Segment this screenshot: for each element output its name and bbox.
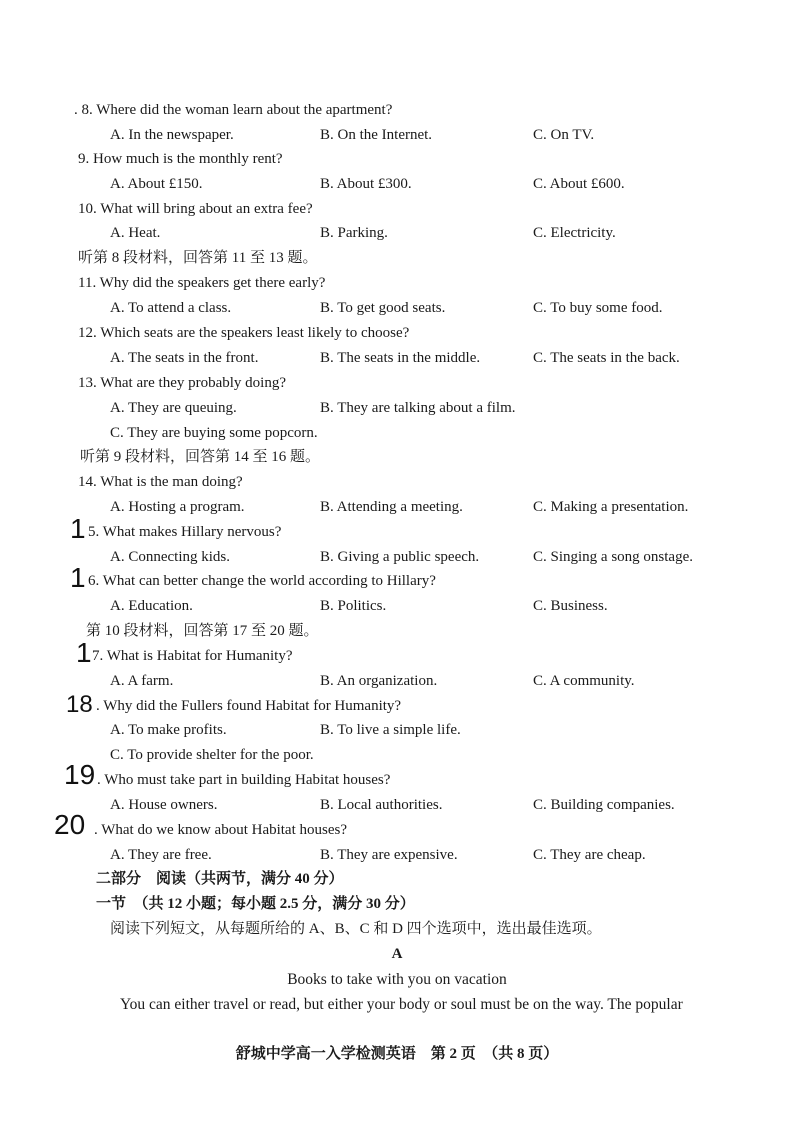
question-13 xyxy=(0,371,794,395)
option-a: A. To attend a class. xyxy=(110,300,232,316)
option-c: C. Building companies. xyxy=(533,797,675,813)
question-text: 7. What is Habitat for Humanity? xyxy=(92,648,293,664)
question-text: 10. What will bring about an extra fee? xyxy=(78,201,313,217)
question-text: 6. What can better change the world according to Hillary? xyxy=(88,573,436,589)
option-a: A. Connecting kids. xyxy=(110,549,230,565)
option-c: C. About £600. xyxy=(533,176,625,192)
question-15-options xyxy=(0,545,794,569)
question-text: 13. What are they probably doing? xyxy=(78,375,286,391)
option-a: A. Education. xyxy=(110,598,193,614)
option-c: C. On TV. xyxy=(533,127,595,143)
question-13-option-c-row xyxy=(0,421,794,445)
option-c: C. Singing a song onstage. xyxy=(533,549,693,565)
handwritten-number: 1 xyxy=(70,562,86,593)
question-text: . Who must take part in building Habitat houses? xyxy=(97,772,391,788)
option-a: A. They are free. xyxy=(110,847,212,863)
section-instruction: 听第 8 段材料，回答第 11 至 13 题。 xyxy=(78,250,318,266)
reading-instruction xyxy=(0,917,794,941)
question-text: 11. Why did the speakers get there early? xyxy=(78,275,326,291)
option-b: B. About £300. xyxy=(320,176,412,192)
section-instruction: 第 10 段材料，回答第 17 至 20 题。 xyxy=(86,623,319,639)
handwritten-number: 19 xyxy=(64,759,96,790)
option-b: B. To live a simple life. xyxy=(320,722,461,738)
option-b: B. They are expensive. xyxy=(320,847,458,863)
option-c: C. Making a presentation. xyxy=(533,499,689,515)
option-a: A. About £150. xyxy=(110,176,203,192)
question-16 xyxy=(0,562,794,593)
option-b: B. On the Internet. xyxy=(320,127,433,143)
question-text: 12. Which seats are the speakers least likely to choose? xyxy=(78,325,410,341)
option-c: C. A community. xyxy=(533,673,635,689)
listening-section-8 xyxy=(0,246,794,270)
option-c: C. To provide shelter for the poor. xyxy=(110,747,314,763)
handwritten-number: 1 xyxy=(70,513,86,544)
question-18-options xyxy=(0,718,794,742)
option-b: B. Attending a meeting. xyxy=(320,499,463,515)
question-17 xyxy=(0,637,794,668)
passage-title-text: Books to take with you on vacation xyxy=(287,971,507,988)
option-c: C. They are buying some popcorn. xyxy=(110,425,318,441)
passage-first-line: You can either travel or read, but either your body or soul must be on the way. The popular xyxy=(120,996,683,1013)
question-12 xyxy=(0,321,794,345)
option-a: A. They are queuing. xyxy=(110,400,237,416)
question-17-options xyxy=(0,669,794,693)
section-instruction: 听第 9 段材料，回答第 14 至 16 题。 xyxy=(80,449,321,465)
option-b: B. They are talking about a film. xyxy=(320,400,516,416)
question-9 xyxy=(0,147,794,171)
question-20 xyxy=(0,809,794,842)
question-11 xyxy=(0,271,794,295)
section-title: 一节 （共 12 小题；每小题 2.5 分，满分 30 分） xyxy=(96,896,415,912)
listening-section-9 xyxy=(0,445,794,469)
question-8-options xyxy=(0,123,794,147)
question-8 xyxy=(0,98,794,122)
option-a: A. The seats in the front. xyxy=(110,350,259,366)
option-c: C. To buy some food. xyxy=(533,300,663,316)
option-a: A. In the newspaper. xyxy=(110,127,234,143)
handwritten-number: 20 xyxy=(54,809,86,840)
option-b: B. The seats in the middle. xyxy=(320,350,481,366)
question-10-options xyxy=(0,221,794,245)
option-c: C. The seats in the back. xyxy=(533,350,680,366)
part-2-heading xyxy=(0,867,794,891)
passage-title xyxy=(0,968,794,992)
option-b: B. Local authorities. xyxy=(320,797,443,813)
option-a: A. Heat. xyxy=(110,225,161,241)
option-a: A. House owners. xyxy=(110,797,218,813)
handwritten-number: 18 xyxy=(66,691,93,718)
section-1-heading xyxy=(0,892,794,916)
option-b: B. To get good seats. xyxy=(320,300,446,316)
option-b: B. Parking. xyxy=(320,225,388,241)
part-title: 二部分 阅读（共两节，满分 40 分） xyxy=(96,871,344,887)
option-c: C. Electricity. xyxy=(533,225,616,241)
question-text: 14. What is the man doing? xyxy=(78,474,243,490)
option-b: B. Politics. xyxy=(320,598,387,614)
question-19 xyxy=(0,759,794,792)
instruction-text: 阅读下列短文，从每题所给的 A、B、C 和 D 四个选项中，选出最佳选项。 xyxy=(110,921,602,937)
question-text: . Why did the Fullers found Habitat for Humanity? xyxy=(96,698,402,714)
question-19-options xyxy=(0,793,794,817)
question-15 xyxy=(0,513,794,544)
option-a: A. To make profits. xyxy=(110,722,227,738)
question-14-options xyxy=(0,495,794,519)
passage-letter xyxy=(0,942,794,966)
question-18-option-c-row xyxy=(0,743,794,767)
question-text: 5. What makes Hillary nervous? xyxy=(88,524,282,540)
question-text: 9. How much is the monthly rent? xyxy=(78,151,283,167)
question-14 xyxy=(0,470,794,494)
question-16-options xyxy=(0,594,794,618)
question-12-options xyxy=(0,346,794,370)
option-b: B. Giving a public speech. xyxy=(320,549,480,565)
page-footer xyxy=(0,1042,794,1066)
passage-letter-text: A xyxy=(391,946,403,962)
option-b: B. An organization. xyxy=(320,673,438,689)
question-9-options xyxy=(0,172,794,196)
option-c: C. They are cheap. xyxy=(533,847,646,863)
question-20-options xyxy=(0,843,794,867)
question-text: . 8. Where did the woman learn about the apartment? xyxy=(74,102,393,118)
passage-body xyxy=(0,993,794,1017)
question-11-options xyxy=(0,296,794,320)
question-text: . What do we know about Habitat houses? xyxy=(94,822,348,838)
option-a: A. A farm. xyxy=(110,673,174,689)
handwritten-number: 1 xyxy=(76,637,92,668)
listening-section-10 xyxy=(0,619,794,643)
option-c: C. Business. xyxy=(533,598,608,614)
footer-text: 舒城中学高一入学检测英语 第 2 页 （共 8 页） xyxy=(235,1046,559,1062)
question-10 xyxy=(0,197,794,221)
option-a: A. Hosting a program. xyxy=(110,499,245,515)
question-13-options xyxy=(0,396,794,420)
question-18 xyxy=(0,691,794,718)
